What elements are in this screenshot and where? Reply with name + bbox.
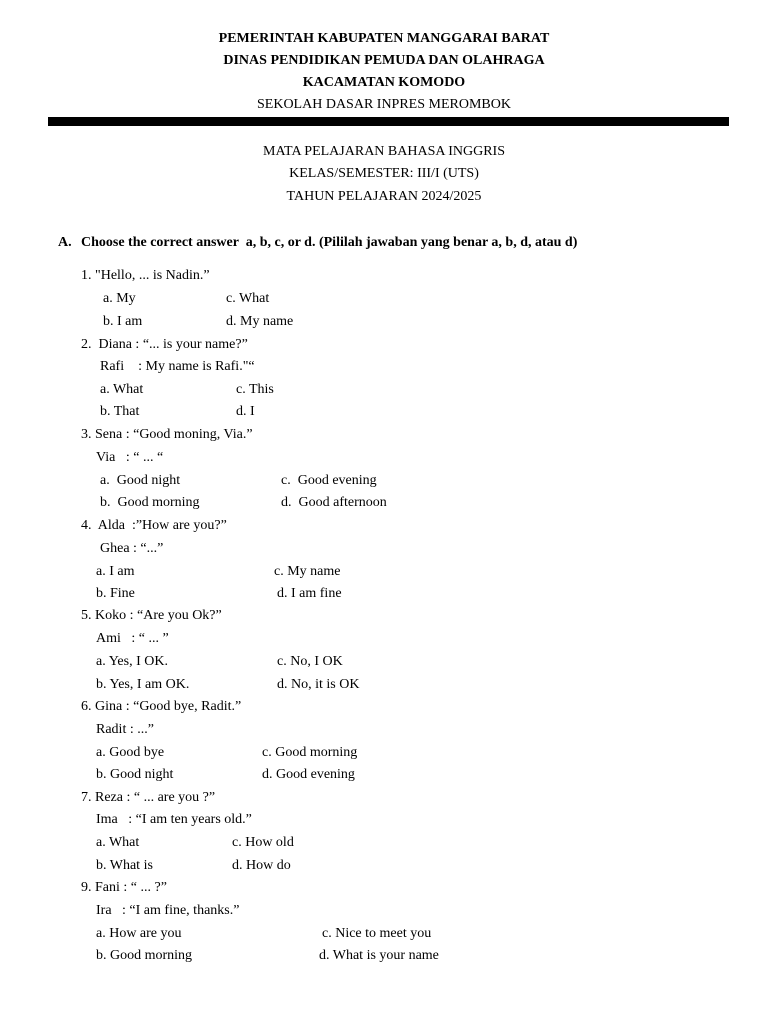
question-5-option-a[interactable]: a. Yes, I OK. bbox=[96, 654, 168, 669]
question-3-option-d[interactable]: d. Good afternoon bbox=[281, 495, 387, 510]
question-1-option-a[interactable]: a. My bbox=[103, 291, 136, 306]
question-6-response: Radit : ...” bbox=[96, 722, 154, 737]
header-district: KACAMATAN KOMODO bbox=[302, 75, 466, 90]
header-government: PEMERINTAH KABUPATEN MANGGARAI BARAT bbox=[218, 31, 550, 46]
question-6-option-d[interactable]: d. Good evening bbox=[262, 767, 355, 782]
question-7-option-a[interactable]: a. What bbox=[96, 835, 140, 850]
question-7-option-c[interactable]: c. How old bbox=[232, 835, 294, 850]
question-4-option-d[interactable]: d. I am fine bbox=[277, 586, 342, 601]
question-1-option-b[interactable]: b. I am bbox=[103, 314, 143, 329]
header-divider bbox=[48, 117, 729, 126]
question-5-option-d[interactable]: d. No, it is OK bbox=[277, 677, 360, 692]
question-9-option-c[interactable]: c. Nice to meet you bbox=[322, 926, 432, 941]
question-2-option-a[interactable]: a. What bbox=[100, 382, 144, 397]
school-year: TAHUN PELAJARAN 2024/2025 bbox=[286, 189, 482, 204]
question-9-option-b[interactable]: b. Good morning bbox=[96, 948, 193, 963]
question-6-option-c[interactable]: c. Good morning bbox=[262, 745, 358, 760]
question-3-option-c[interactable]: c. Good evening bbox=[281, 473, 377, 488]
question-9-prompt: 9. Fani : “ ... ?” bbox=[81, 880, 167, 895]
question-9-option-d[interactable]: d. What is your name bbox=[319, 948, 439, 963]
question-4-option-a[interactable]: a. I am bbox=[96, 564, 135, 579]
question-7-option-b[interactable]: b. What is bbox=[96, 858, 153, 873]
question-4-prompt: 4. Alda :”How are you?” bbox=[81, 518, 227, 533]
question-3-response: Via : “ ... “ bbox=[96, 450, 164, 465]
question-4-response: Ghea : “...” bbox=[100, 541, 164, 556]
header-school: SEKOLAH DASAR INPRES MEROMBOK bbox=[257, 97, 511, 112]
question-5-option-b[interactable]: b. Yes, I am OK. bbox=[96, 677, 190, 692]
question-1-prompt: 1. "Hello, ... is Nadin.” bbox=[81, 268, 210, 283]
question-1-option-d[interactable]: d. My name bbox=[226, 314, 294, 329]
question-2-option-c[interactable]: c. This bbox=[236, 382, 274, 397]
question-4-option-c[interactable]: c. My name bbox=[274, 564, 341, 579]
header-department: DINAS PENDIDIKAN PEMUDA DAN OLAHRAGA bbox=[223, 53, 545, 68]
question-5-prompt: 5. Koko : “Are you Ok?” bbox=[81, 608, 222, 623]
question-9-option-a[interactable]: a. How are you bbox=[96, 926, 182, 941]
question-4-option-b[interactable]: b. Fine bbox=[96, 586, 135, 601]
section-a-instruction bbox=[58, 235, 577, 251]
section-letter: A. bbox=[58, 235, 72, 250]
class-semester: KELAS/SEMESTER: III/I (UTS) bbox=[289, 166, 479, 181]
question-2-option-b[interactable]: b. That bbox=[100, 404, 140, 419]
question-6-prompt: 6. Gina : “Good bye, Radit.” bbox=[81, 699, 242, 714]
question-7-prompt: 7. Reza : “ ... are you ?” bbox=[81, 790, 216, 805]
question-3-prompt: 3. Sena : “Good moning, Via.” bbox=[81, 427, 253, 442]
question-3-option-a[interactable]: a. Good night bbox=[100, 473, 181, 488]
subject-title: MATA PELAJARAN BAHASA INGGRIS bbox=[263, 144, 505, 159]
question-7-option-d[interactable]: d. How do bbox=[232, 858, 291, 873]
question-5-option-c[interactable]: c. No, I OK bbox=[277, 654, 343, 669]
question-5-response: Ami : “ ... ” bbox=[96, 631, 169, 646]
question-3-option-b[interactable]: b. Good morning bbox=[100, 495, 200, 510]
question-9-response: Ira : “I am fine, thanks.” bbox=[96, 903, 240, 918]
question-2-response: Rafi : My name is Rafi."“ bbox=[100, 359, 255, 374]
question-6-option-a[interactable]: a. Good bye bbox=[96, 745, 165, 760]
question-2-option-d[interactable]: d. I bbox=[236, 404, 255, 419]
question-6-option-b[interactable]: b. Good night bbox=[96, 767, 174, 782]
question-2-prompt: 2. Diana : “... is your name?” bbox=[81, 337, 248, 352]
section-instruction-text: Choose the correct answer a, b, c, or d. (Pililah jawaban yang benar a, b, d, atau d) bbox=[81, 235, 578, 250]
question-1-option-c[interactable]: c. What bbox=[226, 291, 270, 306]
question-7-response: Ima : “I am ten years old.” bbox=[96, 812, 252, 827]
